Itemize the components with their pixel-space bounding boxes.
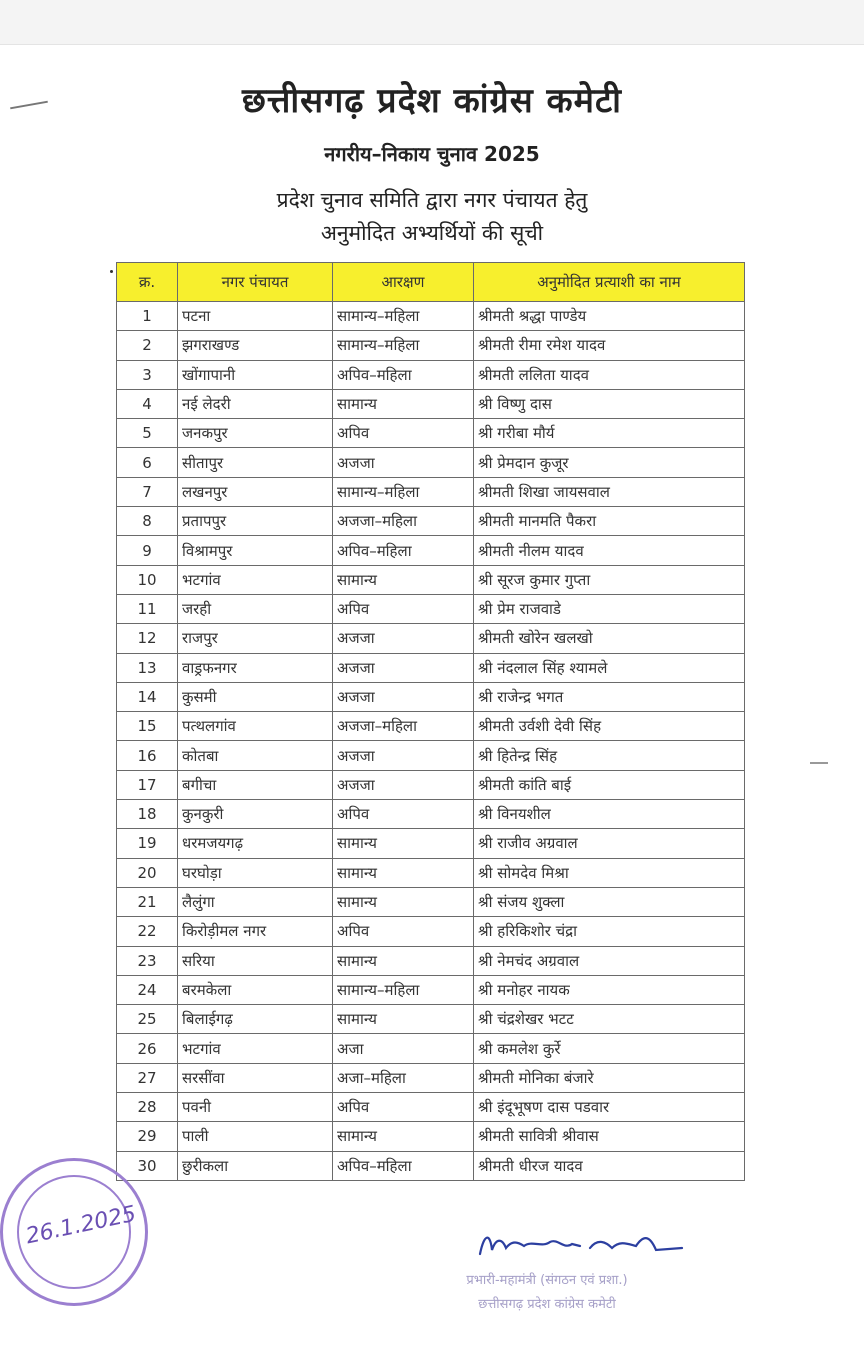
row-nagar-panchayat: पत्थलगांव	[178, 712, 333, 741]
row-reservation: अजा–महिला	[333, 1063, 474, 1092]
row-candidate-name: श्री विष्णु दास	[474, 389, 745, 418]
row-reservation: अपिव–महिला	[333, 360, 474, 389]
row-reservation: सामान्य	[333, 858, 474, 887]
row-nagar-panchayat: सीतापुर	[178, 448, 333, 477]
row-reservation: सामान्य–महिला	[333, 331, 474, 360]
row-candidate-name: श्रीमती रीमा रमेश यादव	[474, 331, 745, 360]
row-nagar-panchayat: लखनपुर	[178, 477, 333, 506]
table-row	[117, 1093, 745, 1122]
row-reservation: अजजा	[333, 448, 474, 477]
row-reservation: सामान्य–महिला	[333, 477, 474, 506]
row-serial: 3	[117, 360, 178, 389]
row-candidate-name: श्री गरीबा मौर्य	[474, 419, 745, 448]
table-body	[117, 302, 745, 1181]
table-row	[117, 770, 745, 799]
row-candidate-name: श्रीमती ललिता यादव	[474, 360, 745, 389]
row-reservation: अपिव–महिला	[333, 1151, 474, 1180]
heading-line-1: प्रदेश चुनाव समिति द्वारा नगर पंचायत हेतु	[276, 188, 588, 212]
document-subtitle: नगरीय–निकाय चुनाव 2025	[324, 142, 540, 166]
table-row	[117, 507, 745, 536]
row-reservation: अपिव	[333, 800, 474, 829]
row-nagar-panchayat: झगराखण्ड	[178, 331, 333, 360]
row-candidate-name: श्रीमती शिखा जायसवाल	[474, 477, 745, 506]
row-serial: 16	[117, 741, 178, 770]
row-serial: 11	[117, 594, 178, 623]
row-candidate-name: श्री विनयशील	[474, 800, 745, 829]
table-header-row	[117, 263, 745, 302]
row-serial: 23	[117, 946, 178, 975]
row-nagar-panchayat: बगीचा	[178, 770, 333, 799]
row-reservation: अजजा	[333, 770, 474, 799]
table-row	[117, 653, 745, 682]
row-reservation: सामान्य	[333, 1122, 474, 1151]
table-row	[117, 331, 745, 360]
row-serial: 12	[117, 624, 178, 653]
row-candidate-name: श्री प्रेमदान कुजूर	[474, 448, 745, 477]
row-candidate-name: श्रीमती कांति बाई	[474, 770, 745, 799]
table-row	[117, 682, 745, 711]
row-serial: 15	[117, 712, 178, 741]
table-row	[117, 1122, 745, 1151]
candidate-table	[116, 262, 745, 1181]
row-nagar-panchayat: लैलुंगा	[178, 887, 333, 916]
row-candidate-name: श्री हरिकिशोर चंद्रा	[474, 917, 745, 946]
document-title: छत्तीसगढ़ प्रदेश कांग्रेस कमेटी	[242, 81, 622, 121]
row-reservation: अपिव	[333, 1093, 474, 1122]
table-row	[117, 858, 745, 887]
row-serial: 10	[117, 565, 178, 594]
row-candidate-name: श्रीमती श्रद्धा पाण्डेय	[474, 302, 745, 331]
column-header-candidate-name: अनुमोदित प्रत्याशी का नाम	[474, 263, 745, 302]
row-serial: 9	[117, 536, 178, 565]
row-serial: 29	[117, 1122, 178, 1151]
row-serial: 18	[117, 800, 178, 829]
row-reservation: सामान्य	[333, 887, 474, 916]
signatory-organization: छत्तीसगढ़ प्रदेश कांग्रेस कमेटी	[478, 1297, 616, 1312]
row-nagar-panchayat: सरिया	[178, 946, 333, 975]
row-candidate-name: श्रीमती खोरेन खलखो	[474, 624, 745, 653]
row-candidate-name: श्रीमती मोनिका बंजारे	[474, 1063, 745, 1092]
heading-line-2: अनुमोदित अभ्यर्थियों की सूची	[320, 221, 544, 245]
row-reservation: अपिव	[333, 917, 474, 946]
row-candidate-name: श्री प्रेम राजवाडे	[474, 594, 745, 623]
table-row	[117, 800, 745, 829]
row-serial: 5	[117, 419, 178, 448]
row-nagar-panchayat: नई लेदरी	[178, 389, 333, 418]
table-row	[117, 302, 745, 331]
row-nagar-panchayat: कुसमी	[178, 682, 333, 711]
row-nagar-panchayat: कुनकुरी	[178, 800, 333, 829]
row-reservation: अजजा–महिला	[333, 507, 474, 536]
table-row	[117, 1005, 745, 1034]
row-serial: 27	[117, 1063, 178, 1092]
row-nagar-panchayat: भटगांव	[178, 565, 333, 594]
row-serial: 30	[117, 1151, 178, 1180]
column-header-nagar-panchayat: नगर पंचायत	[178, 263, 333, 302]
row-reservation: अजा	[333, 1034, 474, 1063]
row-nagar-panchayat: पटना	[178, 302, 333, 331]
row-nagar-panchayat: छुरीकला	[178, 1151, 333, 1180]
table-row	[117, 477, 745, 506]
row-serial: 20	[117, 858, 178, 887]
stamp-date: 26.1.2025	[23, 1201, 139, 1250]
row-serial: 28	[117, 1093, 178, 1122]
row-candidate-name: श्री मनोहर नायक	[474, 975, 745, 1004]
row-serial: 14	[117, 682, 178, 711]
row-serial: 4	[117, 389, 178, 418]
row-serial: 19	[117, 829, 178, 858]
row-serial: 2	[117, 331, 178, 360]
row-reservation: सामान्य	[333, 946, 474, 975]
row-serial: 21	[117, 887, 178, 916]
row-nagar-panchayat: जनकपुर	[178, 419, 333, 448]
scan-mark	[810, 762, 828, 764]
table-row	[117, 565, 745, 594]
row-candidate-name: श्री इंदूभूषण दास पडवार	[474, 1093, 745, 1122]
table-row	[117, 360, 745, 389]
row-reservation: सामान्य	[333, 389, 474, 418]
bullet-dot	[110, 270, 113, 273]
table-row	[117, 389, 745, 418]
row-candidate-name: श्रीमती नीलम यादव	[474, 536, 745, 565]
table-row	[117, 536, 745, 565]
table-row	[117, 946, 745, 975]
row-reservation: अजजा–महिला	[333, 712, 474, 741]
top-edge-band	[0, 0, 864, 45]
row-candidate-name: श्रीमती उर्वशी देवी सिंह	[474, 712, 745, 741]
table-row	[117, 594, 745, 623]
row-candidate-name: श्री कमलेश कुर्रे	[474, 1034, 745, 1063]
table-row	[117, 624, 745, 653]
row-nagar-panchayat: कोतबा	[178, 741, 333, 770]
row-candidate-name: श्री नेमचंद अग्रवाल	[474, 946, 745, 975]
table-row	[117, 419, 745, 448]
row-reservation: सामान्य–महिला	[333, 975, 474, 1004]
row-candidate-name: श्री नंदलाल सिंह श्यामले	[474, 653, 745, 682]
table-row	[117, 1063, 745, 1092]
row-serial: 17	[117, 770, 178, 799]
row-reservation: अजजा	[333, 624, 474, 653]
row-serial: 22	[117, 917, 178, 946]
column-header-reservation: आरक्षण	[333, 263, 474, 302]
table-row	[117, 917, 745, 946]
row-candidate-name: श्रीमती धीरज यादव	[474, 1151, 745, 1180]
table-row	[117, 712, 745, 741]
table-row	[117, 887, 745, 916]
row-candidate-name: श्रीमती मानमति पैकरा	[474, 507, 745, 536]
row-nagar-panchayat: जरही	[178, 594, 333, 623]
row-nagar-panchayat: खोंगापानी	[178, 360, 333, 389]
row-reservation: अजजा	[333, 653, 474, 682]
row-serial: 6	[117, 448, 178, 477]
row-reservation: अजजा	[333, 741, 474, 770]
row-serial: 24	[117, 975, 178, 1004]
row-nagar-panchayat: पाली	[178, 1122, 333, 1151]
row-reservation: अजजा	[333, 682, 474, 711]
row-serial: 13	[117, 653, 178, 682]
row-reservation: अपिव–महिला	[333, 536, 474, 565]
table-row	[117, 741, 745, 770]
row-reservation: सामान्य	[333, 829, 474, 858]
column-header-serial: क्र.	[117, 263, 178, 302]
signatory-designation: प्रभारी-महामंत्री (संगठन एवं प्रशा.)	[466, 1273, 628, 1288]
row-nagar-panchayat: बरमकेला	[178, 975, 333, 1004]
row-serial: 7	[117, 477, 178, 506]
row-nagar-panchayat: राजपुर	[178, 624, 333, 653]
row-nagar-panchayat: सरसींवा	[178, 1063, 333, 1092]
row-candidate-name: श्री सूरज कुमार गुप्ता	[474, 565, 745, 594]
row-nagar-panchayat: किरोड़ीमल नगर	[178, 917, 333, 946]
row-reservation: अपिव	[333, 419, 474, 448]
row-candidate-name: श्री सोमदेव मिश्रा	[474, 858, 745, 887]
table-row	[117, 1034, 745, 1063]
row-candidate-name: श्री हितेन्द्र सिंह	[474, 741, 745, 770]
table-row	[117, 975, 745, 1004]
document-heading	[0, 184, 864, 250]
row-reservation: सामान्य–महिला	[333, 302, 474, 331]
table-row	[117, 448, 745, 477]
row-serial: 26	[117, 1034, 178, 1063]
row-candidate-name: श्री राजीव अग्रवाल	[474, 829, 745, 858]
row-nagar-panchayat: प्रतापपुर	[178, 507, 333, 536]
row-serial: 25	[117, 1005, 178, 1034]
row-nagar-panchayat: घरघोड़ा	[178, 858, 333, 887]
row-candidate-name: श्री राजेन्द्र भगत	[474, 682, 745, 711]
row-serial: 1	[117, 302, 178, 331]
row-serial: 8	[117, 507, 178, 536]
row-reservation: सामान्य	[333, 565, 474, 594]
row-nagar-panchayat: बिलाईगढ़	[178, 1005, 333, 1034]
row-candidate-name: श्रीमती सावित्री श्रीवास	[474, 1122, 745, 1151]
row-nagar-panchayat: धरमजयगढ़	[178, 829, 333, 858]
row-nagar-panchayat: वाड्रफनगर	[178, 653, 333, 682]
row-candidate-name: श्री चंद्रशेखर भटट	[474, 1005, 745, 1034]
signature	[472, 1224, 692, 1264]
table-row	[117, 1151, 745, 1180]
row-nagar-panchayat: विश्रामपुर	[178, 536, 333, 565]
row-nagar-panchayat: पवनी	[178, 1093, 333, 1122]
row-candidate-name: श्री संजय शुक्ला	[474, 887, 745, 916]
row-reservation: अपिव	[333, 594, 474, 623]
table-row	[117, 829, 745, 858]
row-nagar-panchayat: भटगांव	[178, 1034, 333, 1063]
row-reservation: सामान्य	[333, 1005, 474, 1034]
